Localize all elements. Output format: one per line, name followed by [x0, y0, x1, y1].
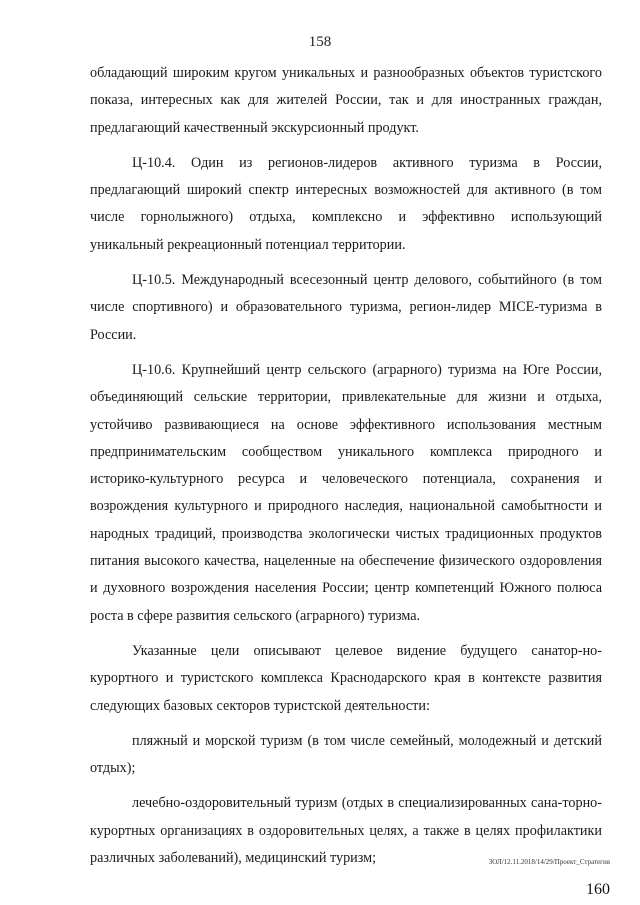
paragraph-continuation: обладающий широким кругом уникальных и разнообразных объектов туристского показа, интересных как для жителей России, так и для иностранных граждан, предлагающий качественный экскурсионный продукт.	[90, 65, 602, 136]
paragraph-goal-10-6: Ц-10.6. Крупнейший центр сельского (аграрного) туризма на Юге России, объединяющий сельские территории, привлекательные для жизни и отдыха, устойчиво развивающиеся на основе эффективного использования местным предпринимательским сообществом уникального комплекса природного и историко-культурного ресурса и человеческого потенциала, сохранения и возрождения культурного и природного наследия, национальной самобытности и народных традиций, производства экологически чистых традиционных продуктов питания высокого качества, нацеленные на обеспечение физического оздоровления и духовного возрождения населения России; центр компетенций Южного полюса роста в сфере развития сельского (аграрного) туризма.	[90, 361, 602, 624]
paragraph-sector-health: лечебно-оздоровительный туризм (отдых в специализированных сана-торно-курортных организациях в оздоровительных целях, а также в целях профилактики различных заболеваний), медицинский туризм;	[90, 795, 602, 867]
paragraph-goal-10-4: Ц-10.4. Один из регионов-лидеров активного туризма в России, предлагающий широкий спектр интересных возможностей для активного (в том числе горнолыжного) отдыха, комплексно и эффективно использующий уникальный рекреационный потенциал территории.	[90, 154, 602, 253]
paragraph-sector-beach: пляжный и морской туризм (в том числе семейный, молодежный и детский отдых);	[90, 732, 602, 777]
page-number-top: 158	[308, 34, 332, 50]
footer-reference: ЗОЛ/12.11.2018/14/29/Проект_Стратегия	[488, 858, 610, 866]
paragraph-goal-10-5: Ц-10.5. Международный всесезонный центр делового, событийного (в том числе спортивного) и образовательного туризма, регион-лидер MICE-туризма в России.	[90, 272, 602, 343]
paragraph-goals-summary: Указанные цели описывают целевое видение будущего санатор-но-курортного и туристского комплекса Краснодарского края в контексте развития следующих базовых секторов туристской деятельности:	[90, 642, 602, 714]
page-number-bottom: 160	[586, 881, 610, 898]
body-text	[90, 60, 602, 880]
